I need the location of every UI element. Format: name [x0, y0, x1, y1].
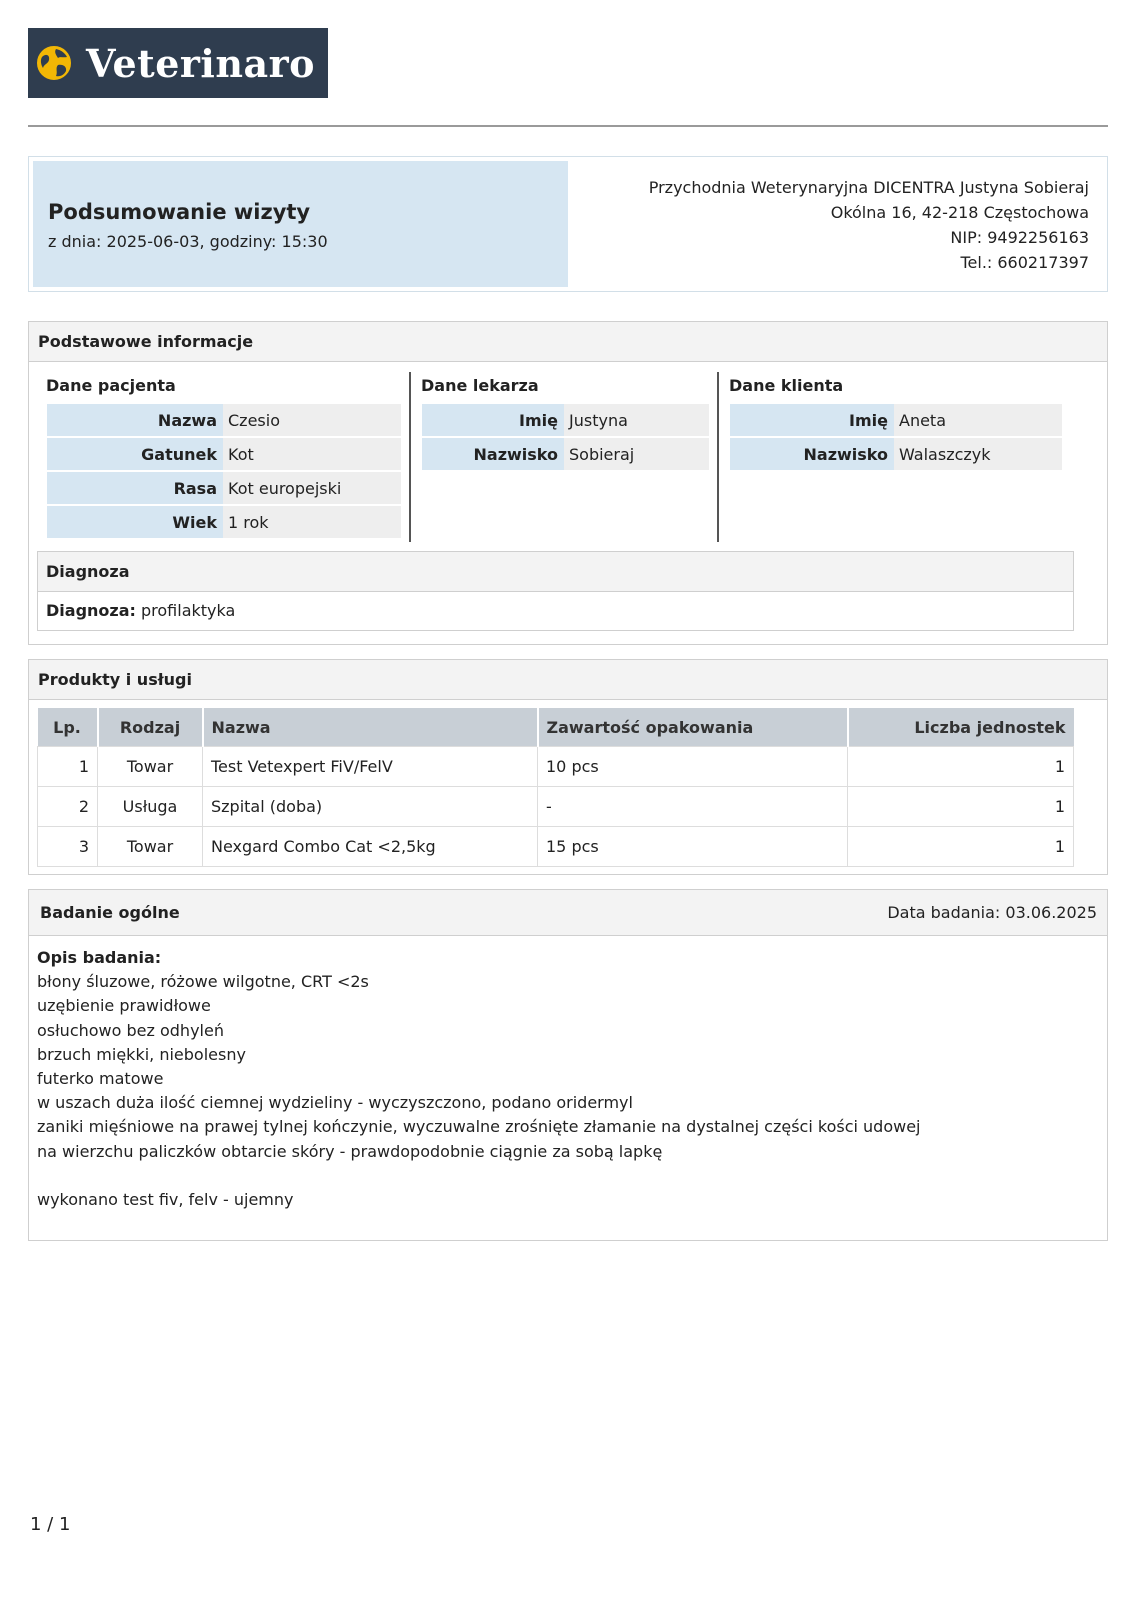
- brand-logo: [28, 28, 328, 98]
- patient-label: Nazwa: [47, 404, 223, 436]
- patient-row: [47, 506, 401, 538]
- doctor-label: Nazwisko: [422, 438, 564, 470]
- exam-line: uzębienie prawidłowe: [37, 996, 211, 1016]
- col-header-units: Liczba jednostek: [848, 708, 1074, 747]
- cell-units: 1: [848, 747, 1074, 787]
- diagnosis-label: Diagnoza:: [46, 601, 136, 620]
- cell-units: 1: [848, 787, 1074, 827]
- basic-info-title: Podstawowe informacje: [29, 322, 1107, 362]
- cell-lp: 1: [38, 747, 98, 787]
- exam-line: na wierzchu paliczków obtarcie skóry - prawdopodobnie ciągnie za sobą lapkę: [37, 1141, 663, 1161]
- products-table: [37, 708, 1074, 867]
- exam-line: błony śluzowe, różowe wilgotne, CRT <2s: [37, 972, 369, 992]
- globe-icon: [34, 43, 74, 83]
- client-value: Walaszczyk: [894, 438, 1062, 470]
- exam-title: Badanie ogólne: [40, 903, 180, 922]
- col-header-name: Nazwa: [203, 708, 538, 747]
- exam-line: zaniki mięśniowe na prawej tylnej kończynie, wyczuwalne zrośnięte złamanie na dystalnej części kości udowej: [37, 1117, 921, 1137]
- basic-info-panel: [28, 321, 1108, 645]
- clinic-address: Okólna 16, 42-218 Częstochowa: [830, 203, 1089, 222]
- doctor-value: Sobieraj: [564, 438, 709, 470]
- table-row: [38, 787, 1074, 827]
- diagnosis-title: Diagnoza: [38, 552, 1073, 592]
- column-divider: [717, 372, 719, 542]
- doctor-row: [422, 404, 709, 436]
- patient-row: [47, 438, 401, 470]
- client-section-title: Dane klienta: [729, 376, 844, 395]
- patient-value: Kot: [223, 438, 401, 470]
- visit-date: z dnia: 2025-06-03, godziny: 15:30: [48, 232, 328, 251]
- cell-units: 1: [848, 827, 1074, 867]
- patient-label: Wiek: [47, 506, 223, 538]
- cell-type: Usługa: [98, 787, 203, 827]
- cell-type: Towar: [98, 827, 203, 867]
- doctor-value: Justyna: [564, 404, 709, 436]
- table-row: [38, 747, 1074, 787]
- patient-label: Rasa: [47, 472, 223, 504]
- cell-package: 10 pcs: [538, 747, 848, 787]
- exam-line: wykonano test fiv, felv - ujemny: [37, 1189, 294, 1209]
- patient-value: Kot europejski: [223, 472, 401, 504]
- header-divider: [28, 125, 1108, 127]
- col-header-lp: Lp.: [38, 708, 98, 747]
- products-panel: [28, 659, 1108, 875]
- client-row: [730, 438, 1062, 470]
- clinic-phone: Tel.: 660217397: [960, 253, 1089, 272]
- doctor-section-title: Dane lekarza: [421, 376, 539, 395]
- cell-lp: 3: [38, 827, 98, 867]
- cell-lp: 2: [38, 787, 98, 827]
- client-table: [730, 402, 1062, 472]
- diagnosis-line: [38, 592, 1073, 630]
- cell-name: Nexgard Combo Cat <2,5kg: [203, 827, 538, 867]
- column-divider: [409, 372, 411, 542]
- visit-summary-title-block: [33, 161, 568, 287]
- exam-date: Data badania: 03.06.2025: [887, 903, 1097, 922]
- exam-panel: [28, 889, 1108, 1241]
- exam-description-label: Opis badania:: [37, 948, 162, 967]
- exam-header: [29, 890, 1107, 936]
- doctor-row: [422, 438, 709, 470]
- patient-section-title: Dane pacjenta: [46, 376, 176, 395]
- brand-name: Veterinaro: [86, 40, 315, 86]
- exam-line: [37, 1164, 921, 1188]
- cell-package: 15 pcs: [538, 827, 848, 867]
- clinic-info: [649, 175, 1089, 275]
- client-value: Aneta: [894, 404, 1062, 436]
- exam-line: osłuchowo bez odhyleń: [37, 1020, 224, 1040]
- products-header-row: [38, 708, 1074, 747]
- cell-package: -: [538, 787, 848, 827]
- diagnosis-value: profilaktyka: [141, 601, 236, 620]
- patient-value: 1 rok: [223, 506, 401, 538]
- patient-value: Czesio: [223, 404, 401, 436]
- patient-row: [47, 404, 401, 436]
- visit-summary: [28, 156, 1108, 292]
- diagnosis-box: [37, 551, 1074, 631]
- cell-type: Towar: [98, 747, 203, 787]
- patient-table: [47, 402, 401, 540]
- patient-label: Gatunek: [47, 438, 223, 470]
- exam-line: futerko matowe: [37, 1069, 164, 1089]
- client-label: Nazwisko: [730, 438, 894, 470]
- exam-description: [37, 946, 921, 1212]
- page-title: Podsumowanie wizyty: [48, 200, 311, 224]
- cell-name: Test Vetexpert FiV/FelV: [203, 747, 538, 787]
- col-header-type: Rodzaj: [98, 708, 203, 747]
- table-row: [38, 827, 1074, 867]
- clinic-name: Przychodnia Weterynaryjna DICENTRA Justyna Sobieraj: [648, 178, 1089, 197]
- page-number: 1 / 1: [30, 1514, 71, 1535]
- cell-name: Szpital (doba): [203, 787, 538, 827]
- clinic-nip: NIP: 9492256163: [950, 228, 1089, 247]
- doctor-table: [422, 402, 709, 472]
- exam-line: brzuch miękki, niebolesny: [37, 1044, 246, 1064]
- client-row: [730, 404, 1062, 436]
- client-label: Imię: [730, 404, 894, 436]
- doctor-label: Imię: [422, 404, 564, 436]
- products-title: Produkty i usługi: [29, 660, 1107, 700]
- patient-row: [47, 472, 401, 504]
- col-header-package: Zawartość opakowania: [538, 708, 848, 747]
- exam-line: w uszach duża ilość ciemnej wydzieliny - wyczyszczono, podano oridermyl: [37, 1093, 633, 1113]
